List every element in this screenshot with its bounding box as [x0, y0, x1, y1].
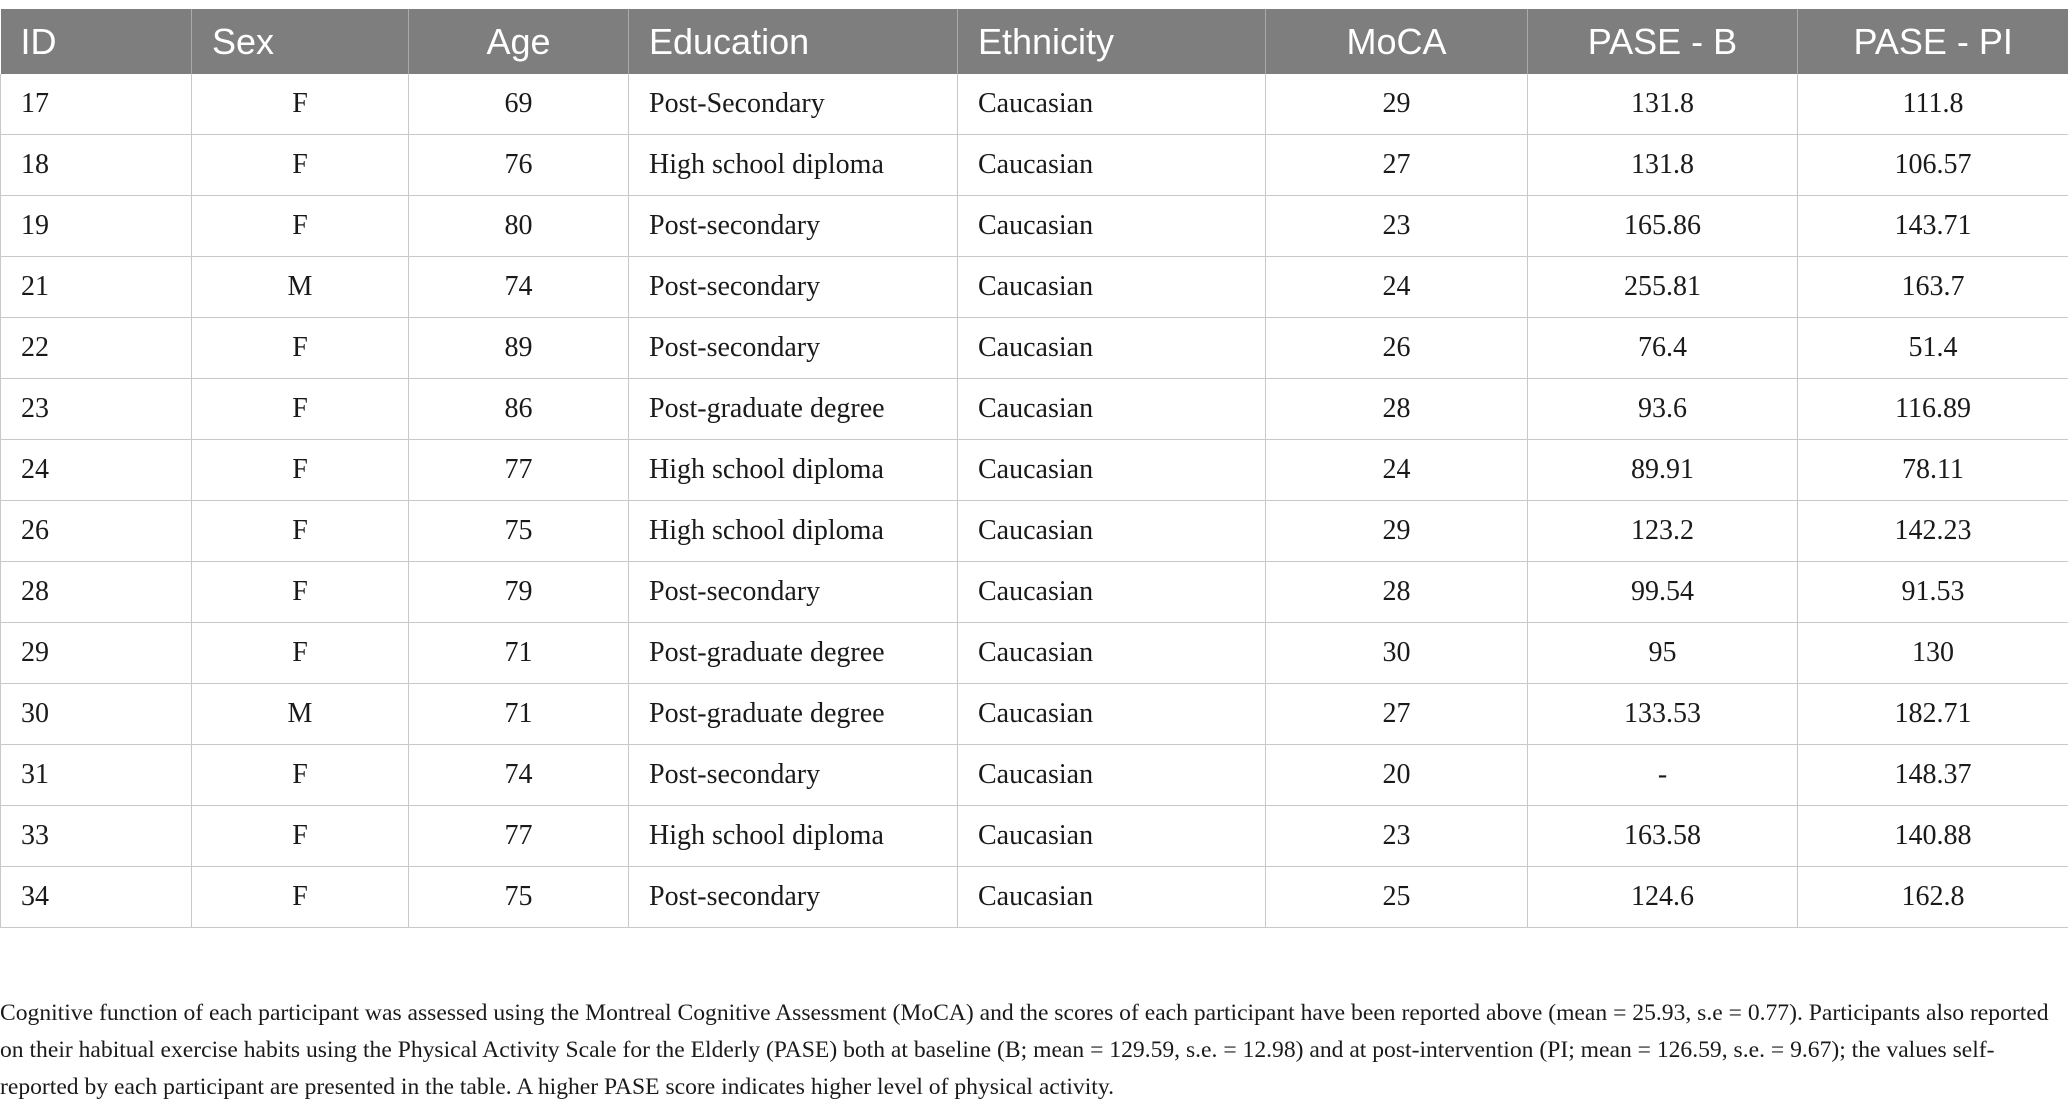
cell-pase-b: 131.8	[1528, 135, 1798, 196]
table-row	[1, 684, 2068, 745]
table-row	[1, 562, 2068, 623]
cell-moca: 23	[1266, 806, 1528, 867]
cell-sex: F	[192, 74, 409, 135]
cell-moca: 29	[1266, 501, 1528, 562]
cell-education: High school diploma	[629, 806, 958, 867]
cell-id: 17	[1, 74, 192, 135]
cell-ethnicity: Caucasian	[958, 196, 1266, 257]
table-row	[1, 867, 2068, 928]
table-row	[1, 623, 2068, 684]
table-row	[1, 379, 2068, 440]
cell-moca: 28	[1266, 379, 1528, 440]
cell-pase-pi: 143.71	[1798, 196, 2068, 257]
cell-age: 77	[409, 440, 629, 501]
cell-sex: F	[192, 623, 409, 684]
cell-age: 71	[409, 623, 629, 684]
cell-ethnicity: Caucasian	[958, 379, 1266, 440]
cell-education: High school diploma	[629, 501, 958, 562]
cell-pase-b: 89.91	[1528, 440, 1798, 501]
cell-age: 77	[409, 806, 629, 867]
cell-sex: M	[192, 257, 409, 318]
cell-ethnicity: Caucasian	[958, 440, 1266, 501]
cell-education: High school diploma	[629, 440, 958, 501]
cell-pase-b: 133.53	[1528, 684, 1798, 745]
cell-education: Post-secondary	[629, 257, 958, 318]
cell-education: Post-secondary	[629, 867, 958, 928]
cell-ethnicity: Caucasian	[958, 257, 1266, 318]
cell-sex: F	[192, 501, 409, 562]
cell-sex: F	[192, 440, 409, 501]
cell-pase-b: 163.58	[1528, 806, 1798, 867]
cell-age: 74	[409, 745, 629, 806]
cell-moca: 29	[1266, 74, 1528, 135]
cell-ethnicity: Caucasian	[958, 867, 1266, 928]
cell-moca: 25	[1266, 867, 1528, 928]
cell-age: 74	[409, 257, 629, 318]
cell-id: 22	[1, 318, 192, 379]
cell-moca: 26	[1266, 318, 1528, 379]
cell-sex: F	[192, 135, 409, 196]
cell-education: Post-secondary	[629, 745, 958, 806]
cell-moca: 23	[1266, 196, 1528, 257]
header-ethnicity: Ethnicity	[958, 9, 1266, 74]
cell-age: 75	[409, 501, 629, 562]
cell-id: 21	[1, 257, 192, 318]
cell-pase-pi: 142.23	[1798, 501, 2068, 562]
cell-ethnicity: Caucasian	[958, 135, 1266, 196]
cell-moca: 24	[1266, 440, 1528, 501]
header-moca: MoCA	[1266, 9, 1528, 74]
cell-education: Post-secondary	[629, 562, 958, 623]
cell-pase-pi: 116.89	[1798, 379, 2068, 440]
cell-ethnicity: Caucasian	[958, 684, 1266, 745]
cell-age: 79	[409, 562, 629, 623]
cell-moca: 27	[1266, 135, 1528, 196]
cell-sex: F	[192, 867, 409, 928]
cell-ethnicity: Caucasian	[958, 74, 1266, 135]
cell-education: Post-Secondary	[629, 74, 958, 135]
cell-pase-b: 124.6	[1528, 867, 1798, 928]
table-row	[1, 257, 2068, 318]
cell-education: Post-graduate degree	[629, 379, 958, 440]
cell-education: Post-secondary	[629, 318, 958, 379]
cell-id: 23	[1, 379, 192, 440]
cell-age: 80	[409, 196, 629, 257]
cell-pase-b: 95	[1528, 623, 1798, 684]
header-pase-b: PASE - B	[1528, 9, 1798, 74]
participant-table-container	[0, 9, 2068, 928]
header-pase-pi: PASE - PI	[1798, 9, 2068, 74]
cell-education: Post-secondary	[629, 196, 958, 257]
header-age: Age	[409, 9, 629, 74]
header-education: Education	[629, 9, 958, 74]
cell-age: 75	[409, 867, 629, 928]
cell-moca: 27	[1266, 684, 1528, 745]
cell-pase-b: 123.2	[1528, 501, 1798, 562]
table-row	[1, 135, 2068, 196]
cell-ethnicity: Caucasian	[958, 318, 1266, 379]
table-row	[1, 806, 2068, 867]
cell-pase-pi: 130	[1798, 623, 2068, 684]
cell-pase-b: 131.8	[1528, 74, 1798, 135]
cell-ethnicity: Caucasian	[958, 623, 1266, 684]
cell-id: 33	[1, 806, 192, 867]
cell-pase-pi: 140.88	[1798, 806, 2068, 867]
cell-pase-pi: 91.53	[1798, 562, 2068, 623]
cell-ethnicity: Caucasian	[958, 562, 1266, 623]
table-row	[1, 318, 2068, 379]
cell-moca: 30	[1266, 623, 1528, 684]
cell-pase-b: 93.6	[1528, 379, 1798, 440]
table-row	[1, 440, 2068, 501]
cell-ethnicity: Caucasian	[958, 745, 1266, 806]
table-header-row	[1, 9, 2068, 74]
participant-table	[0, 9, 2068, 928]
cell-id: 26	[1, 501, 192, 562]
cell-sex: F	[192, 745, 409, 806]
cell-pase-pi: 51.4	[1798, 318, 2068, 379]
table-row	[1, 196, 2068, 257]
cell-age: 71	[409, 684, 629, 745]
cell-pase-pi: 182.71	[1798, 684, 2068, 745]
cell-moca: 20	[1266, 745, 1528, 806]
cell-id: 28	[1, 562, 192, 623]
cell-pase-pi: 111.8	[1798, 74, 2068, 135]
cell-pase-pi: 163.7	[1798, 257, 2068, 318]
cell-pase-pi: 148.37	[1798, 745, 2068, 806]
cell-age: 89	[409, 318, 629, 379]
cell-sex: M	[192, 684, 409, 745]
cell-id: 29	[1, 623, 192, 684]
cell-education: High school diploma	[629, 135, 958, 196]
cell-pase-b: 99.54	[1528, 562, 1798, 623]
table-body	[1, 74, 2068, 928]
cell-ethnicity: Caucasian	[958, 806, 1266, 867]
cell-ethnicity: Caucasian	[958, 501, 1266, 562]
header-id: ID	[1, 9, 192, 74]
cell-education: Post-graduate degree	[629, 684, 958, 745]
cell-education: Post-graduate degree	[629, 623, 958, 684]
cell-age: 86	[409, 379, 629, 440]
cell-pase-pi: 162.8	[1798, 867, 2068, 928]
cell-age: 76	[409, 135, 629, 196]
cell-id: 24	[1, 440, 192, 501]
cell-sex: F	[192, 379, 409, 440]
cell-id: 30	[1, 684, 192, 745]
cell-pase-b: 165.86	[1528, 196, 1798, 257]
cell-id: 19	[1, 196, 192, 257]
cell-moca: 24	[1266, 257, 1528, 318]
header-sex: Sex	[192, 9, 409, 74]
cell-id: 31	[1, 745, 192, 806]
cell-sex: F	[192, 806, 409, 867]
table-footnote: Cognitive function of each participant was assessed using the Montreal Cognitive Assessment (MoCA) and the scores of each participant have been reported above (mean = 25.93, s.e = 0.77). Participants also reported on their habitual exercise habits using the Physical Activity Scale for the Elderly (PASE) both at baseline (B; mean = 129.59, s.e. = 12.98) and at post-intervention (PI; mean = 126.59, s.e. = 9.67); the values self-reported by each participant are presented in the table. A higher PASE score indicates higher level of physical activity.	[0, 1000, 2049, 1100]
cell-sex: F	[192, 318, 409, 379]
cell-age: 69	[409, 74, 629, 135]
cell-pase-b: 255.81	[1528, 257, 1798, 318]
cell-pase-b: -	[1528, 745, 1798, 806]
cell-pase-pi: 106.57	[1798, 135, 2068, 196]
cell-pase-b: 76.4	[1528, 318, 1798, 379]
table-row	[1, 74, 2068, 135]
cell-pase-pi: 78.11	[1798, 440, 2068, 501]
cell-sex: F	[192, 196, 409, 257]
cell-sex: F	[192, 562, 409, 623]
cell-moca: 28	[1266, 562, 1528, 623]
table-row	[1, 501, 2068, 562]
table-row	[1, 745, 2068, 806]
cell-id: 34	[1, 867, 192, 928]
cell-id: 18	[1, 135, 192, 196]
